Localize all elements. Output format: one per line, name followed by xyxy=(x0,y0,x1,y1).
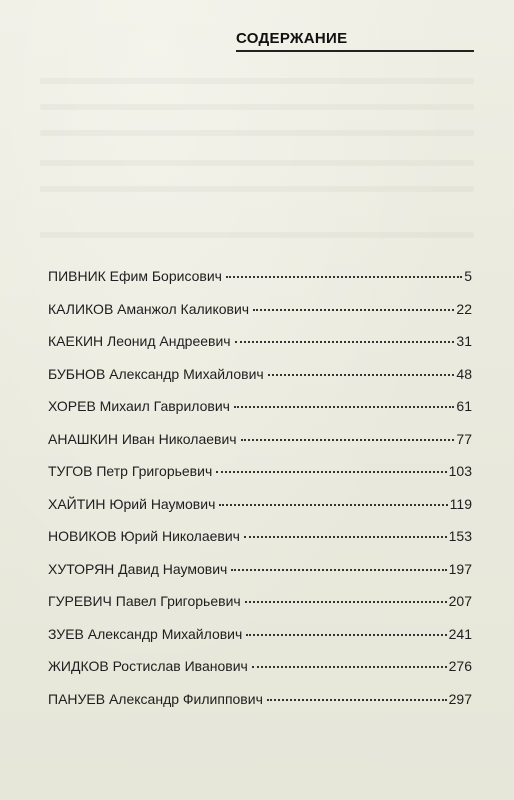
toc-entry-title: ХУТОРЯН Давид Наумович xyxy=(48,560,228,577)
bleed-through-line xyxy=(40,186,474,192)
dot-leader xyxy=(253,308,454,311)
toc-entry[interactable] xyxy=(48,528,472,561)
toc-entry-title: ПИВНИК Ефим Борисович xyxy=(48,268,222,284)
toc-entry-title: ПАНУЕВ Александр Филиппович xyxy=(48,690,263,707)
toc-entry-page: 207 xyxy=(448,593,472,609)
dot-leader xyxy=(267,698,447,701)
toc-entry[interactable] xyxy=(48,561,472,594)
dot-leader xyxy=(252,665,447,668)
toc-entry-title: КАЕКИН Леонид Андреевич xyxy=(48,333,231,349)
toc-entry-page: 276 xyxy=(448,658,472,674)
dot-leader xyxy=(244,535,447,538)
bleed-through-line xyxy=(40,160,474,166)
toc-entry-title: ТУГОВ Петр Григорьевич xyxy=(48,463,213,479)
toc-entry-page: 153 xyxy=(448,528,472,544)
bleed-through-line xyxy=(40,130,474,136)
dot-leader xyxy=(268,373,455,376)
toc-entry-title: АНАШКИН Иван Николаевич xyxy=(48,430,237,447)
toc-entry-page: 241 xyxy=(448,625,472,642)
dot-leader xyxy=(234,405,454,408)
toc-entry-page: 61 xyxy=(456,398,472,414)
toc-entry-page: 5 xyxy=(464,268,472,284)
dot-leader xyxy=(231,568,446,571)
toc-entry-page: 22 xyxy=(456,300,472,317)
dot-leader xyxy=(241,438,455,441)
toc-entry-page: 297 xyxy=(448,690,472,707)
toc-entry[interactable] xyxy=(48,398,472,431)
bleed-through-line xyxy=(40,232,474,238)
toc-entry-page: 48 xyxy=(456,365,472,382)
bleed-through-line xyxy=(40,78,474,84)
toc-entry[interactable] xyxy=(48,658,472,691)
toc-entry[interactable] xyxy=(48,268,472,301)
toc-entry-page: 77 xyxy=(456,430,472,447)
toc-entry[interactable] xyxy=(48,691,472,724)
dot-leader xyxy=(226,275,462,278)
dot-leader xyxy=(235,340,455,343)
toc-entry-title: ГУРЕВИЧ Павел Григорьевич xyxy=(48,593,241,609)
toc-entry-title: ЗУЕВ Александр Михайлович xyxy=(48,625,243,642)
dot-leader xyxy=(246,633,446,636)
heading-underline xyxy=(236,50,474,52)
toc-entry-page: 31 xyxy=(456,333,472,349)
contents-heading: СОДЕРЖАНИЕ xyxy=(236,30,348,47)
toc-entry-title: БУБНОВ Александр Михайлович xyxy=(48,365,264,382)
toc-entry[interactable] xyxy=(48,301,472,334)
toc-entry-page: 197 xyxy=(448,560,472,577)
toc-entry[interactable] xyxy=(48,593,472,626)
dot-leader xyxy=(245,600,447,603)
toc-entry[interactable] xyxy=(48,431,472,464)
toc-entry-title: ХАЙТИН Юрий Наумович xyxy=(48,495,216,512)
toc-entry[interactable] xyxy=(48,333,472,366)
bleed-through-line xyxy=(40,104,474,110)
toc-list xyxy=(48,268,472,723)
toc-entry-title: НОВИКОВ Юрий Николаевич xyxy=(48,528,240,544)
toc-entry[interactable] xyxy=(48,496,472,529)
toc-entry-page: 103 xyxy=(448,463,472,479)
toc-entry[interactable] xyxy=(48,463,472,496)
toc-entry[interactable] xyxy=(48,366,472,399)
toc-entry-title: ХОРЕВ Михаил Гаврилович xyxy=(48,398,230,414)
dot-leader xyxy=(216,470,446,473)
toc-entry-title: ЖИДКОВ Ростислав Иванович xyxy=(48,658,248,674)
dot-leader xyxy=(219,503,447,506)
toc-entry-title: КАЛИКОВ Аманжол Каликович xyxy=(48,300,250,317)
toc-entry-page: 119 xyxy=(449,495,472,512)
toc-entry[interactable] xyxy=(48,626,472,659)
